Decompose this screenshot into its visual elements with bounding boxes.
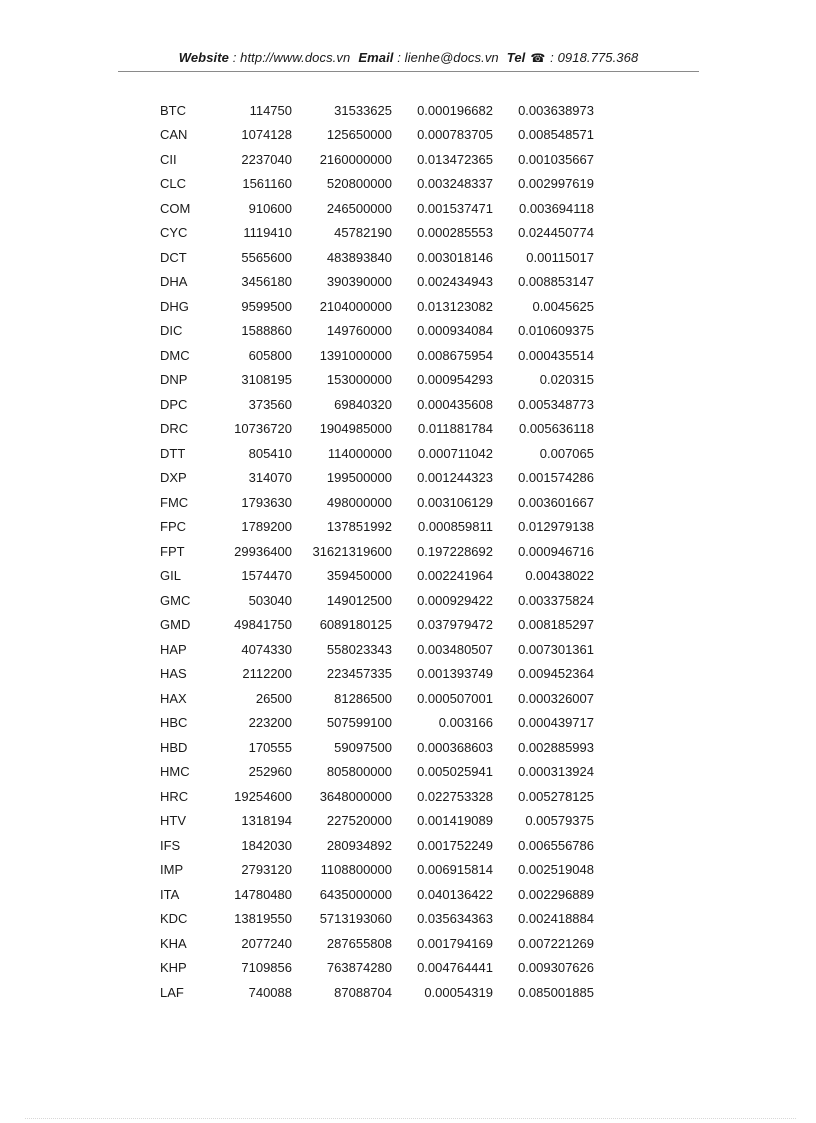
value-4-cell: 0.0045625: [532, 298, 594, 314]
value-4-cell: 0.00438022: [525, 568, 594, 584]
value-2-cell: 1108800000: [320, 862, 392, 878]
value-1-cell: 1561160: [242, 176, 292, 192]
value-1-cell: 1588860: [241, 323, 292, 339]
value-4-cell: 0.002997619: [518, 176, 594, 192]
ticker-cell: HTV: [160, 813, 186, 829]
value-3-cell: 0.000711042: [418, 445, 493, 461]
value-1-cell: 13819550: [234, 911, 292, 927]
value-4-cell: 0.005636118: [519, 421, 594, 437]
value-3-cell: 0.001752249: [417, 837, 493, 853]
value-2-cell: 81286500: [334, 690, 392, 706]
table-row: [160, 956, 594, 981]
value-2-cell: 31533625: [334, 102, 392, 118]
value-4-cell: 0.008853147: [518, 274, 594, 290]
ticker-cell: HBD: [160, 739, 188, 755]
ticker-cell: CLC: [160, 176, 187, 192]
table-row: [160, 784, 594, 809]
value-3-cell: 0.011881784: [418, 421, 493, 437]
table-row: [160, 662, 594, 687]
value-3-cell: 0.000507001: [417, 690, 493, 706]
value-2-cell: 199500000: [326, 470, 392, 486]
ticker-cell: CII: [160, 151, 177, 167]
value-2-cell: 359450000: [326, 568, 392, 584]
email-value[interactable]: lienhe@docs.vn: [404, 50, 499, 65]
value-2-cell: 280934892: [326, 837, 392, 853]
value-1-cell: 223200: [248, 715, 292, 731]
table-row: [160, 858, 594, 883]
value-1-cell: 9599500: [241, 298, 292, 314]
value-4-cell: 0.003638973: [518, 102, 594, 118]
value-3-cell: 0.003106129: [417, 494, 493, 510]
value-2-cell: 149760000: [326, 323, 392, 339]
website-label: Website: [178, 50, 229, 65]
value-1-cell: 1793630: [241, 494, 292, 510]
value-3-cell: 0.000196682: [417, 102, 493, 118]
value-3-cell: 0.003018146: [417, 249, 493, 265]
value-3-cell: 0.001393749: [417, 666, 493, 682]
tel-label: Tel: [506, 50, 526, 65]
ticker-cell: FPT: [160, 543, 185, 559]
value-3-cell: 0.000929422: [417, 592, 493, 608]
table-row: [160, 98, 594, 123]
value-3-cell: 0.035634363: [417, 911, 493, 927]
value-4-cell: 0.003694118: [519, 200, 594, 216]
value-2-cell: 45782190: [334, 225, 392, 241]
value-2-cell: 246500000: [326, 200, 392, 216]
value-2-cell: 6089180125: [319, 617, 392, 633]
value-3-cell: 0.000934084: [417, 323, 493, 339]
value-1-cell: 19254600: [234, 788, 292, 804]
ticker-cell: FPC: [160, 519, 186, 535]
value-2-cell: 507599100: [326, 715, 392, 731]
table-row: [160, 294, 594, 319]
value-2-cell: 227520000: [326, 813, 392, 829]
ticker-cell: DRC: [160, 421, 189, 437]
ticker-cell: BTC: [160, 102, 186, 118]
value-1-cell: 1074128: [241, 127, 292, 143]
value-3-cell: 0.001419089: [417, 813, 493, 829]
value-4-cell: 0.001035667: [518, 151, 594, 167]
table-row: [160, 368, 594, 393]
ticker-cell: GIL: [160, 568, 181, 584]
table-row: [160, 980, 594, 1005]
value-3-cell: 0.000368603: [417, 739, 493, 755]
value-4-cell: 0.002296889: [518, 886, 594, 902]
value-3-cell: 0.197228692: [417, 543, 493, 559]
value-4-cell: 0.003601667: [518, 494, 594, 510]
value-1-cell: 1789200: [241, 519, 292, 535]
value-4-cell: 0.020315: [539, 372, 594, 388]
value-3-cell: 0.003480507: [417, 641, 493, 657]
value-3-cell: 0.013123082: [417, 298, 493, 314]
value-2-cell: 1391000000: [319, 347, 392, 363]
value-2-cell: 390390000: [326, 274, 392, 290]
value-1-cell: 3108195: [241, 372, 292, 388]
value-1-cell: 49841750: [234, 617, 292, 633]
table-row: [160, 882, 594, 907]
value-2-cell: 498000000: [326, 494, 392, 510]
value-2-cell: 483893840: [326, 249, 392, 265]
table-row: [160, 466, 594, 491]
value-3-cell: 0.000783705: [417, 127, 493, 143]
value-4-cell: 0.002418884: [518, 911, 594, 927]
value-2-cell: 558023343: [326, 641, 392, 657]
ticker-cell: DHG: [160, 298, 189, 314]
value-4-cell: 0.000313924: [518, 764, 594, 780]
value-4-cell: 0.005348773: [518, 396, 594, 412]
table-row: [160, 588, 594, 613]
ticker-cell: DMC: [160, 347, 190, 363]
value-1-cell: 14780480: [234, 886, 292, 902]
tel-value: 0918.775.368: [557, 50, 639, 65]
ticker-cell: LAF: [160, 984, 184, 1000]
value-2-cell: 31621319600: [312, 543, 392, 559]
value-2-cell: 805800000: [326, 764, 392, 780]
table-row: [160, 147, 594, 172]
value-1-cell: 7109856: [241, 960, 292, 976]
value-3-cell: 0.037979472: [417, 617, 493, 633]
value-2-cell: 2104000000: [319, 298, 392, 314]
table-row: [160, 613, 594, 638]
value-3-cell: 0.002434943: [417, 274, 493, 290]
value-4-cell: 0.012979138: [518, 519, 594, 535]
value-2-cell: 223457335: [326, 666, 392, 682]
value-4-cell: 0.007065: [539, 445, 594, 461]
ticker-cell: COM: [160, 200, 191, 216]
ticker-cell: IFS: [160, 837, 181, 853]
value-1-cell: 114750: [249, 102, 292, 118]
value-1-cell: 910600: [248, 200, 292, 216]
value-4-cell: 0.00115017: [526, 249, 594, 265]
value-4-cell: 0.008185297: [518, 617, 594, 633]
value-4-cell: 0.000439717: [518, 715, 594, 731]
value-4-cell: 0.006556786: [518, 837, 594, 853]
page-header: [118, 50, 699, 72]
value-3-cell: 0.002241964: [417, 568, 493, 584]
value-2-cell: 2160000000: [319, 151, 392, 167]
value-1-cell: 1574470: [241, 568, 292, 584]
value-4-cell: 0.002519048: [518, 862, 594, 878]
table-row: [160, 417, 594, 442]
value-4-cell: 0.010609375: [518, 323, 594, 339]
table-row: [160, 270, 594, 295]
value-2-cell: 5713193060: [319, 911, 392, 927]
value-2-cell: 763874280: [326, 960, 392, 976]
value-1-cell: 1318194: [241, 813, 292, 829]
value-3-cell: 0.005025941: [417, 764, 493, 780]
table-row: [160, 809, 594, 834]
value-3-cell: 0.003166: [438, 715, 493, 731]
value-2-cell: 137851992: [326, 519, 392, 535]
ticker-cell: IMP: [160, 862, 184, 878]
value-1-cell: 605800: [248, 347, 292, 363]
ticker-cell: DXP: [160, 470, 187, 486]
value-2-cell: 114000000: [327, 445, 392, 461]
ticker-cell: CYC: [160, 225, 188, 241]
value-2-cell: 59097500: [334, 739, 392, 755]
value-1-cell: 2237040: [241, 151, 292, 167]
table-row: [160, 539, 594, 564]
table-row: [160, 760, 594, 785]
ticker-cell: GMC: [160, 592, 191, 608]
value-4-cell: 0.005278125: [518, 788, 594, 804]
table-row: [160, 392, 594, 417]
value-4-cell: 0.008548571: [518, 127, 594, 143]
ticker-cell: FMC: [160, 494, 189, 510]
table-row: [160, 172, 594, 197]
email-label: Email: [358, 50, 394, 65]
value-3-cell: 0.022753328: [417, 788, 493, 804]
ticker-cell: DPC: [160, 396, 188, 412]
table-row: [160, 907, 594, 932]
value-4-cell: 0.002885993: [518, 739, 594, 755]
value-4-cell: 0.000326007: [518, 690, 594, 706]
value-2-cell: 3648000000: [319, 788, 392, 804]
email-separator: :: [393, 50, 405, 65]
ticker-cell: DTT: [160, 445, 186, 461]
ticker-cell: DIC: [160, 323, 183, 339]
value-1-cell: 3456180: [241, 274, 292, 290]
table-row: [160, 833, 594, 858]
table-row: [160, 196, 594, 221]
table-row: [160, 735, 594, 760]
value-1-cell: 373560: [248, 396, 292, 412]
value-2-cell: 125650000: [326, 127, 392, 143]
value-1-cell: 29936400: [234, 543, 292, 559]
table-row: [160, 931, 594, 956]
ticker-cell: HAP: [160, 641, 187, 657]
ticker-cell: KHP: [160, 960, 187, 976]
value-3-cell: 0.008675954: [417, 347, 493, 363]
table-row: [160, 245, 594, 270]
value-1-cell: 5565600: [241, 249, 292, 265]
phone-icon: ☎: [530, 51, 546, 65]
ticker-cell: DHA: [160, 274, 188, 290]
value-1-cell: 170555: [248, 739, 292, 755]
value-4-cell: 0.007221269: [518, 935, 594, 951]
ticker-cell: KHA: [160, 935, 187, 951]
ticker-cell: HRC: [160, 788, 189, 804]
ticker-cell: HMC: [160, 764, 190, 780]
value-3-cell: 0.000954293: [417, 372, 493, 388]
value-1-cell: 1119410: [243, 225, 292, 241]
table-row: [160, 123, 594, 148]
website-url[interactable]: http://www.docs.vn: [240, 50, 351, 65]
ticker-cell: HAX: [160, 690, 187, 706]
value-1-cell: 314070: [248, 470, 292, 486]
table-row: [160, 564, 594, 589]
value-1-cell: 2793120: [241, 862, 292, 878]
value-2-cell: 149012500: [326, 592, 392, 608]
value-1-cell: 805410: [248, 445, 292, 461]
value-3-cell: 0.001244323: [417, 470, 493, 486]
value-1-cell: 2112200: [242, 666, 292, 682]
value-3-cell: 0.040136422: [417, 886, 493, 902]
table-row: [160, 343, 594, 368]
value-3-cell: 0.000285553: [417, 225, 493, 241]
table-row: [160, 686, 594, 711]
value-1-cell: 10736720: [234, 421, 292, 437]
value-3-cell: 0.006915814: [417, 862, 493, 878]
value-4-cell: 0.024450774: [518, 225, 594, 241]
value-3-cell: 0.00054319: [424, 984, 493, 1000]
value-1-cell: 26500: [255, 690, 292, 706]
table-row: [160, 515, 594, 540]
ticker-cell: DNP: [160, 372, 188, 388]
table-row: [160, 221, 594, 246]
tel-separator: :: [546, 50, 558, 65]
value-1-cell: 503040: [248, 592, 292, 608]
ticker-cell: HBC: [160, 715, 188, 731]
value-4-cell: 0.00579375: [525, 813, 594, 829]
table-row: [160, 711, 594, 736]
value-2-cell: 287655808: [326, 935, 392, 951]
ticker-cell: HAS: [160, 666, 187, 682]
table-row: [160, 319, 594, 344]
table-row: [160, 637, 594, 662]
value-1-cell: 1842030: [241, 837, 292, 853]
value-3-cell: 0.000435608: [417, 396, 493, 412]
value-4-cell: 0.085001885: [518, 984, 594, 1000]
ticker-cell: GMD: [160, 617, 191, 633]
value-4-cell: 0.003375824: [518, 592, 594, 608]
value-4-cell: 0.001574286: [518, 470, 594, 486]
value-2-cell: 1904985000: [319, 421, 392, 437]
value-1-cell: 4074330: [241, 641, 292, 657]
value-3-cell: 0.003248337: [417, 176, 493, 192]
value-1-cell: 252960: [248, 764, 292, 780]
value-4-cell: 0.009307626: [518, 960, 594, 976]
value-1-cell: 2077240: [241, 935, 292, 951]
data-table: [160, 98, 594, 1005]
ticker-cell: CAN: [160, 127, 188, 143]
value-3-cell: 0.001537471: [417, 200, 493, 216]
value-2-cell: 87088704: [334, 984, 392, 1000]
website-separator: :: [229, 50, 241, 65]
value-2-cell: 520800000: [326, 176, 392, 192]
table-body: [160, 98, 594, 1005]
value-3-cell: 0.013472365: [417, 151, 493, 167]
value-4-cell: 0.000946716: [518, 543, 594, 559]
value-4-cell: 0.000435514: [518, 347, 594, 363]
table-row: [160, 490, 594, 515]
value-3-cell: 0.000859811: [418, 519, 493, 535]
value-3-cell: 0.001794169: [417, 935, 493, 951]
page-bottom-divider: [25, 1118, 796, 1119]
table-row: [160, 441, 594, 466]
ticker-cell: ITA: [160, 886, 180, 902]
ticker-cell: DCT: [160, 249, 187, 265]
value-1-cell: 740088: [248, 984, 292, 1000]
value-2-cell: 153000000: [326, 372, 392, 388]
ticker-cell: KDC: [160, 911, 188, 927]
value-2-cell: 6435000000: [319, 886, 392, 902]
value-4-cell: 0.007301361: [518, 641, 594, 657]
value-3-cell: 0.004764441: [417, 960, 493, 976]
value-2-cell: 69840320: [334, 396, 392, 412]
value-4-cell: 0.009452364: [518, 666, 594, 682]
